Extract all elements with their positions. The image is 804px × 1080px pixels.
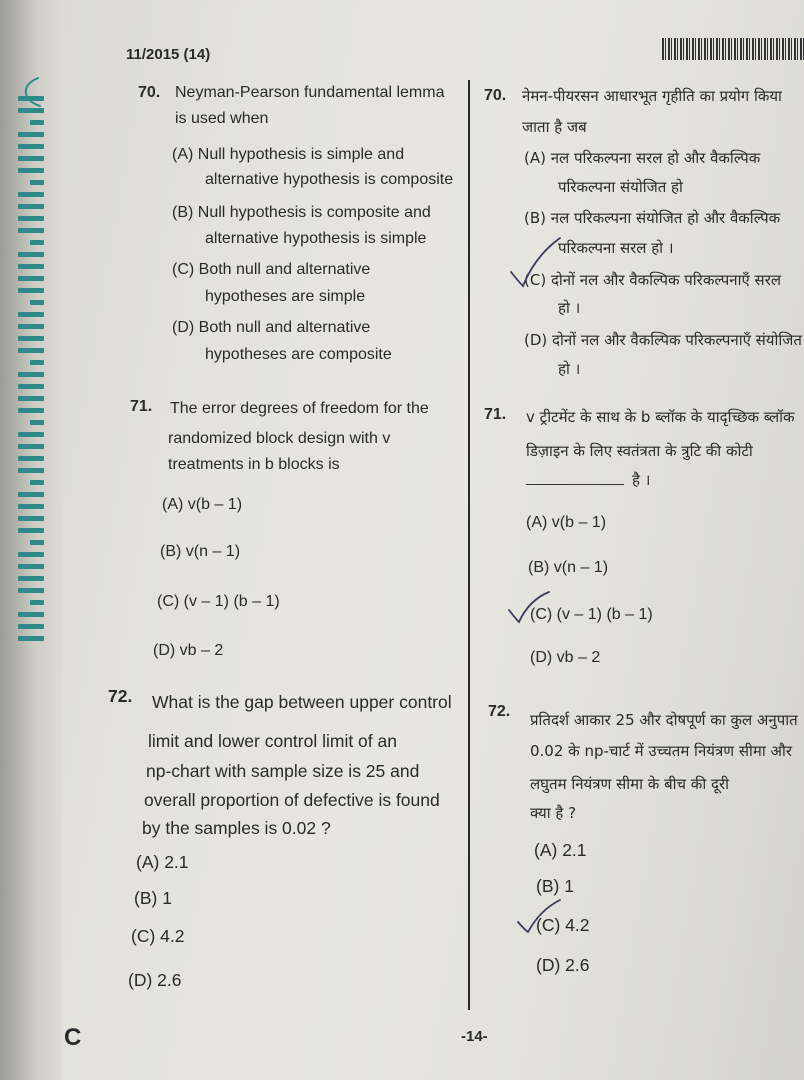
- question-text: np-chart with sample size is 25 and: [146, 761, 420, 781]
- option-c: (C) 4.2: [536, 915, 590, 935]
- question-text: by the samples is 0.02 ?: [142, 818, 331, 838]
- binding-perforation: [18, 468, 44, 473]
- binding-perforation: [18, 564, 44, 569]
- binding-perforation: [30, 480, 44, 485]
- option-a-cont: alternative hypothesis is composite: [205, 171, 454, 188]
- question-text: What is the gap between upper control: [152, 692, 452, 712]
- binding-perforation: [30, 240, 44, 245]
- question-text: Neyman-Pearson fundamental lemma: [175, 84, 445, 101]
- series-letter: C: [64, 1024, 82, 1051]
- question-number: 71.: [484, 406, 507, 423]
- option-c: (C) (v – 1) (b – 1): [157, 593, 280, 610]
- binding-perforation: [30, 420, 44, 425]
- binding-perforation: [18, 552, 44, 557]
- barcode: [662, 38, 804, 60]
- binding-perforation: [18, 576, 44, 581]
- option-d: (D) दोनों नल और वैकल्पिक परिकल्पनाएँ संयोजित: [524, 331, 802, 349]
- binding-perforation: [18, 456, 44, 461]
- option-d: (D) 2.6: [128, 970, 182, 990]
- option-d-cont: हो ।: [558, 360, 581, 378]
- option-b: (B) 1: [536, 876, 574, 896]
- option-b: (B) Null hypothesis is composite and: [172, 204, 431, 221]
- option-a-cont: परिकल्पना संयोजित हो: [558, 178, 683, 196]
- question-text: v ट्रीटमेंट के साथ के b ब्लॉक के यादृच्छिक ब्लॉक: [526, 408, 795, 426]
- option-c: (C) (v – 1) (b – 1): [530, 606, 653, 623]
- question-text: लघुतम नियंत्रण सीमा के बीच की दूरी: [530, 775, 729, 793]
- option-c-cont: हो ।: [558, 299, 581, 317]
- option-b: (B) v(n – 1): [160, 543, 241, 560]
- question-text: क्या है ?: [530, 804, 577, 822]
- binding-perforation: [18, 324, 44, 329]
- option-a: (A) v(b – 1): [526, 514, 607, 531]
- binding-perforation: [18, 216, 44, 221]
- question-text: नेमन-पीयरसन आधारभूत गृहीति का प्रयोग किया: [522, 87, 782, 105]
- option-d: (D) vb – 2: [530, 649, 601, 666]
- question-text: डिज़ाइन के लिए स्वतंत्रता के त्रुटि की कोटी: [526, 442, 753, 460]
- option-b: (B) नल परिकल्पना संयोजित हो और वैकल्पिक: [524, 209, 781, 227]
- binding-perforation: [18, 132, 44, 137]
- option-a: (A) v(b – 1): [162, 496, 243, 513]
- question-text: overall proportion of defective is found: [144, 790, 440, 810]
- binding-perforation: [30, 120, 44, 125]
- option-d: (D) 2.6: [536, 955, 590, 975]
- pencil-tick-mark-icon: [505, 232, 565, 292]
- binding-perforation: [30, 600, 44, 605]
- binding-perforation: [18, 504, 44, 509]
- binding-perforation: [30, 540, 44, 545]
- page-header-code: 11/2015 (14): [126, 46, 211, 63]
- option-a: (A) 2.1: [136, 852, 189, 872]
- binding-perforation: [18, 312, 44, 317]
- question-text: The error degrees of freedom for the: [170, 400, 429, 417]
- question-text: treatments in b blocks is: [168, 456, 340, 473]
- question-number: 70.: [138, 84, 161, 101]
- binding-perforation: [18, 528, 44, 533]
- question-text-blank-line: [526, 470, 650, 490]
- binding-perforation: [18, 276, 44, 281]
- binding-perforation: [18, 156, 44, 161]
- binding-perforation: [18, 516, 44, 521]
- binding-perforation: [18, 252, 44, 257]
- binding-perforation: [18, 624, 44, 629]
- option-b-cont: परिकल्पना सरल हो ।: [558, 239, 674, 257]
- binding-perforation: [18, 372, 44, 377]
- question-number: 72.: [108, 686, 133, 706]
- binding-perforation: [18, 612, 44, 617]
- option-d: (D) Both null and alternative: [172, 319, 371, 336]
- answer-blank: [526, 484, 624, 485]
- option-c: (C) 4.2: [131, 926, 185, 946]
- option-b-cont: alternative hypothesis is simple: [205, 230, 427, 247]
- option-d-cont: hypotheses are composite: [205, 346, 392, 363]
- binding-perforation: [30, 180, 44, 185]
- option-d: (D) vb – 2: [153, 642, 224, 659]
- binding-perforation: [18, 288, 44, 293]
- option-a: (A) 2.1: [534, 840, 587, 860]
- question-number: 72.: [488, 703, 511, 720]
- binding-perforation: [18, 636, 44, 641]
- pencil-tick-mark-icon: [505, 588, 555, 628]
- option-b: (B) 1: [134, 888, 172, 908]
- binding-perforation: [18, 204, 44, 209]
- question-number: 71.: [130, 398, 153, 415]
- question-text: 0.02 के np-चार्ट में उच्चतम नियंत्रण सीमा और: [530, 742, 792, 760]
- binding-perforation: [30, 300, 44, 305]
- pencil-scribble-icon: [18, 72, 48, 112]
- pencil-tick-mark-icon: [514, 896, 564, 940]
- spiral-binding-strip: [0, 0, 62, 1080]
- binding-perforation: [18, 228, 44, 233]
- question-text: जाता है जब: [522, 118, 587, 136]
- question-number: 70.: [484, 87, 507, 104]
- binding-perforation: [18, 444, 44, 449]
- option-c-cont: hypotheses are simple: [205, 288, 366, 305]
- question-text: is used when: [175, 110, 269, 127]
- binding-perforation: [18, 264, 44, 269]
- binding-perforation: [18, 192, 44, 197]
- binding-perforation: [18, 408, 44, 413]
- question-text: है ।: [632, 471, 651, 489]
- binding-perforation: [18, 492, 44, 497]
- question-text: limit and lower control limit of an: [148, 731, 397, 751]
- binding-perforation: [18, 144, 44, 149]
- binding-perforation: [18, 348, 44, 353]
- binding-perforation: [30, 360, 44, 365]
- question-text: प्रतिदर्श आकार 25 और दोषपूर्ण का कुल अनुपात: [530, 711, 798, 729]
- binding-perforation: [18, 432, 44, 437]
- binding-perforation: [18, 396, 44, 401]
- binding-perforation: [18, 336, 44, 341]
- column-divider: [468, 80, 470, 1010]
- binding-perforation: [18, 168, 44, 173]
- option-c: (C) Both null and alternative: [172, 261, 371, 278]
- page-number: -14-: [461, 1028, 488, 1045]
- question-text: randomized block design with v: [168, 430, 391, 447]
- option-a: (A) Null hypothesis is simple and: [172, 146, 405, 163]
- binding-perforation: [18, 384, 44, 389]
- option-a: (A) नल परिकल्पना सरल हो और वैकल्पिक: [524, 149, 761, 167]
- option-b: (B) v(n – 1): [528, 559, 609, 576]
- binding-perforation: [18, 588, 44, 593]
- option-c: (C) दोनों नल और वैकल्पिक परिकल्पनाएँ सरल: [524, 271, 782, 289]
